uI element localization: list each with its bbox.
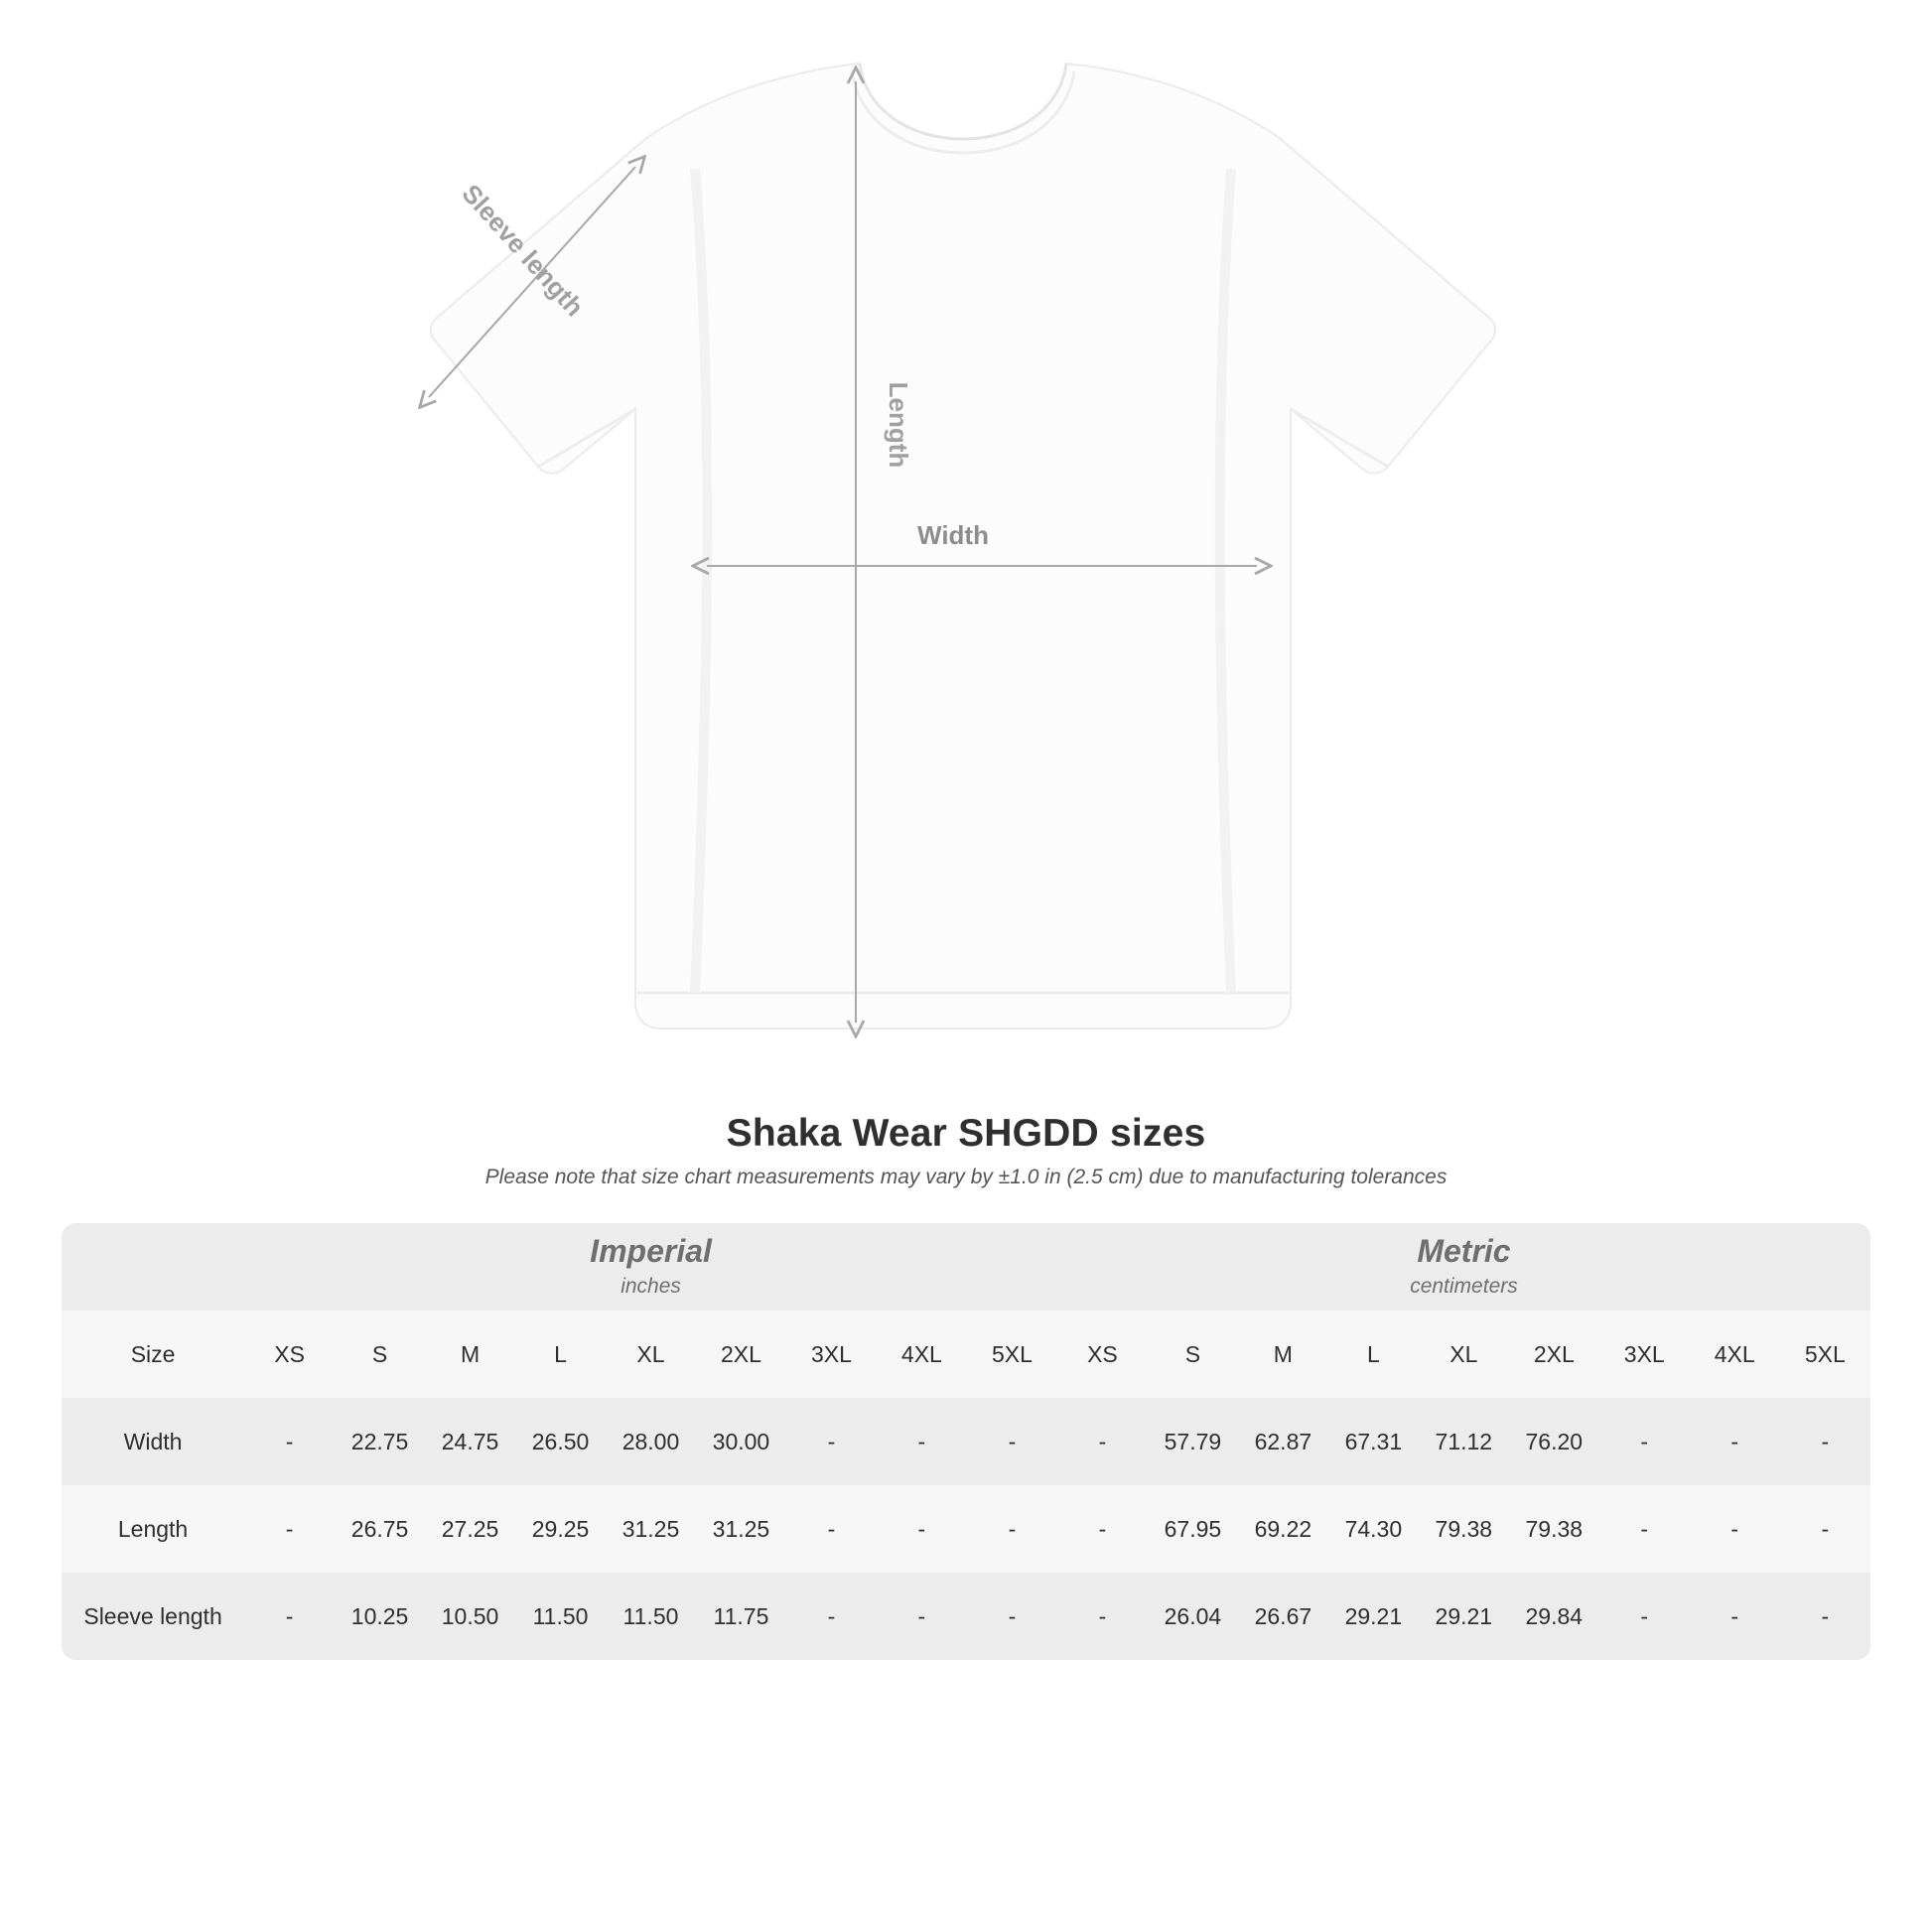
cell: 74.30: [1328, 1485, 1419, 1573]
size-col-imperial-l: L: [515, 1311, 606, 1398]
cell: 79.38: [1419, 1485, 1509, 1573]
cell: -: [1690, 1398, 1780, 1485]
unit-corner-cell: [62, 1223, 244, 1311]
cell: -: [1780, 1398, 1870, 1485]
cell: 29.21: [1328, 1573, 1419, 1660]
cell: -: [1057, 1573, 1148, 1660]
cell: 69.22: [1238, 1485, 1328, 1573]
cell: -: [1599, 1573, 1690, 1660]
row-label-sleeve-length: Sleeve length: [62, 1573, 244, 1660]
size-col-metric-4xl: 4XL: [1690, 1311, 1780, 1398]
cell: -: [1599, 1485, 1690, 1573]
cell: -: [1057, 1398, 1148, 1485]
size-col-imperial-2xl: 2XL: [696, 1311, 786, 1398]
cell: -: [244, 1573, 335, 1660]
size-col-imperial-m: M: [425, 1311, 515, 1398]
cell: 29.84: [1509, 1573, 1599, 1660]
cell: 62.87: [1238, 1398, 1328, 1485]
table-row: [62, 1398, 1870, 1485]
size-col-metric-2xl: 2XL: [1509, 1311, 1599, 1398]
cell: -: [877, 1398, 967, 1485]
cell: 26.75: [335, 1485, 425, 1573]
cell: -: [1780, 1485, 1870, 1573]
table-row: [62, 1485, 1870, 1573]
size-col-metric-m: M: [1238, 1311, 1328, 1398]
table-row: [62, 1573, 1870, 1660]
size-col-imperial-s: S: [335, 1311, 425, 1398]
size-col-metric-l: L: [1328, 1311, 1419, 1398]
cell: 24.75: [425, 1398, 515, 1485]
unit-imperial-sub: inches: [621, 1275, 681, 1299]
cell: -: [244, 1398, 335, 1485]
cell: 26.50: [515, 1398, 606, 1485]
size-col-imperial-4xl: 4XL: [877, 1311, 967, 1398]
cell: -: [967, 1573, 1057, 1660]
cell: 57.79: [1148, 1398, 1238, 1485]
row-label-width: Width: [62, 1398, 244, 1485]
size-col-metric-5xl: 5XL: [1780, 1311, 1870, 1398]
cell: -: [786, 1573, 877, 1660]
size-col-imperial-5xl: 5XL: [967, 1311, 1057, 1398]
cell: -: [244, 1485, 335, 1573]
size-table-wrapper: [0, 1223, 1932, 1660]
cell: -: [1690, 1485, 1780, 1573]
cell: 10.25: [335, 1573, 425, 1660]
cell: 11.75: [696, 1573, 786, 1660]
cell: 30.00: [696, 1398, 786, 1485]
sleeve-length-label: Sleeve length: [456, 178, 590, 323]
cell: -: [877, 1485, 967, 1573]
cell: 22.75: [335, 1398, 425, 1485]
cell: 29.21: [1419, 1573, 1509, 1660]
size-col-metric-xs: XS: [1057, 1311, 1148, 1398]
cell: 67.95: [1148, 1485, 1238, 1573]
cell: 11.50: [515, 1573, 606, 1660]
width-label: Width: [917, 520, 989, 550]
size-table: [62, 1223, 1870, 1660]
cell: 26.04: [1148, 1573, 1238, 1660]
size-header-row: [62, 1311, 1870, 1398]
chart-note: Please note that size chart measurements may vary by ±1.0 in (2.5 cm) due to manufacturing tolerances: [484, 1166, 1448, 1188]
size-col-metric-3xl: 3XL: [1599, 1311, 1690, 1398]
cell: -: [1780, 1573, 1870, 1660]
cell: -: [967, 1398, 1057, 1485]
unit-metric-cell: [1057, 1223, 1870, 1311]
cell: 26.67: [1238, 1573, 1328, 1660]
row-label-length: Length: [62, 1485, 244, 1573]
cell: 79.38: [1509, 1485, 1599, 1573]
cell: 11.50: [606, 1573, 696, 1660]
cell: 27.25: [425, 1485, 515, 1573]
cell: -: [786, 1398, 877, 1485]
chart-title: Shaka Wear SHGDD sizes: [726, 1112, 1206, 1155]
cell: -: [786, 1485, 877, 1573]
cell: 29.25: [515, 1485, 606, 1573]
cell: 76.20: [1509, 1398, 1599, 1485]
size-col-imperial-xl: XL: [606, 1311, 696, 1398]
size-col-metric-xl: XL: [1419, 1311, 1509, 1398]
unit-metric-sub: centimeters: [1410, 1275, 1518, 1299]
cell: -: [877, 1573, 967, 1660]
cell: -: [1057, 1485, 1148, 1573]
unit-header-row: [62, 1223, 1870, 1311]
cell: 28.00: [606, 1398, 696, 1485]
cell: -: [967, 1485, 1057, 1573]
cell: 10.50: [425, 1573, 515, 1660]
cell: -: [1690, 1573, 1780, 1660]
unit-imperial-cell: [244, 1223, 1057, 1311]
size-col-imperial-3xl: 3XL: [786, 1311, 877, 1398]
unit-imperial-name: Imperial: [590, 1233, 712, 1270]
size-col-imperial-xs: XS: [244, 1311, 335, 1398]
cell: 71.12: [1419, 1398, 1509, 1485]
cell: 31.25: [696, 1485, 786, 1573]
cell: -: [1599, 1398, 1690, 1485]
size-col-metric-s: S: [1148, 1311, 1238, 1398]
length-label: Length: [884, 381, 913, 469]
unit-metric-name: Metric: [1417, 1233, 1511, 1270]
size-header-label: Size: [62, 1311, 244, 1398]
cell: 31.25: [606, 1485, 696, 1573]
cell: 67.31: [1328, 1398, 1419, 1485]
